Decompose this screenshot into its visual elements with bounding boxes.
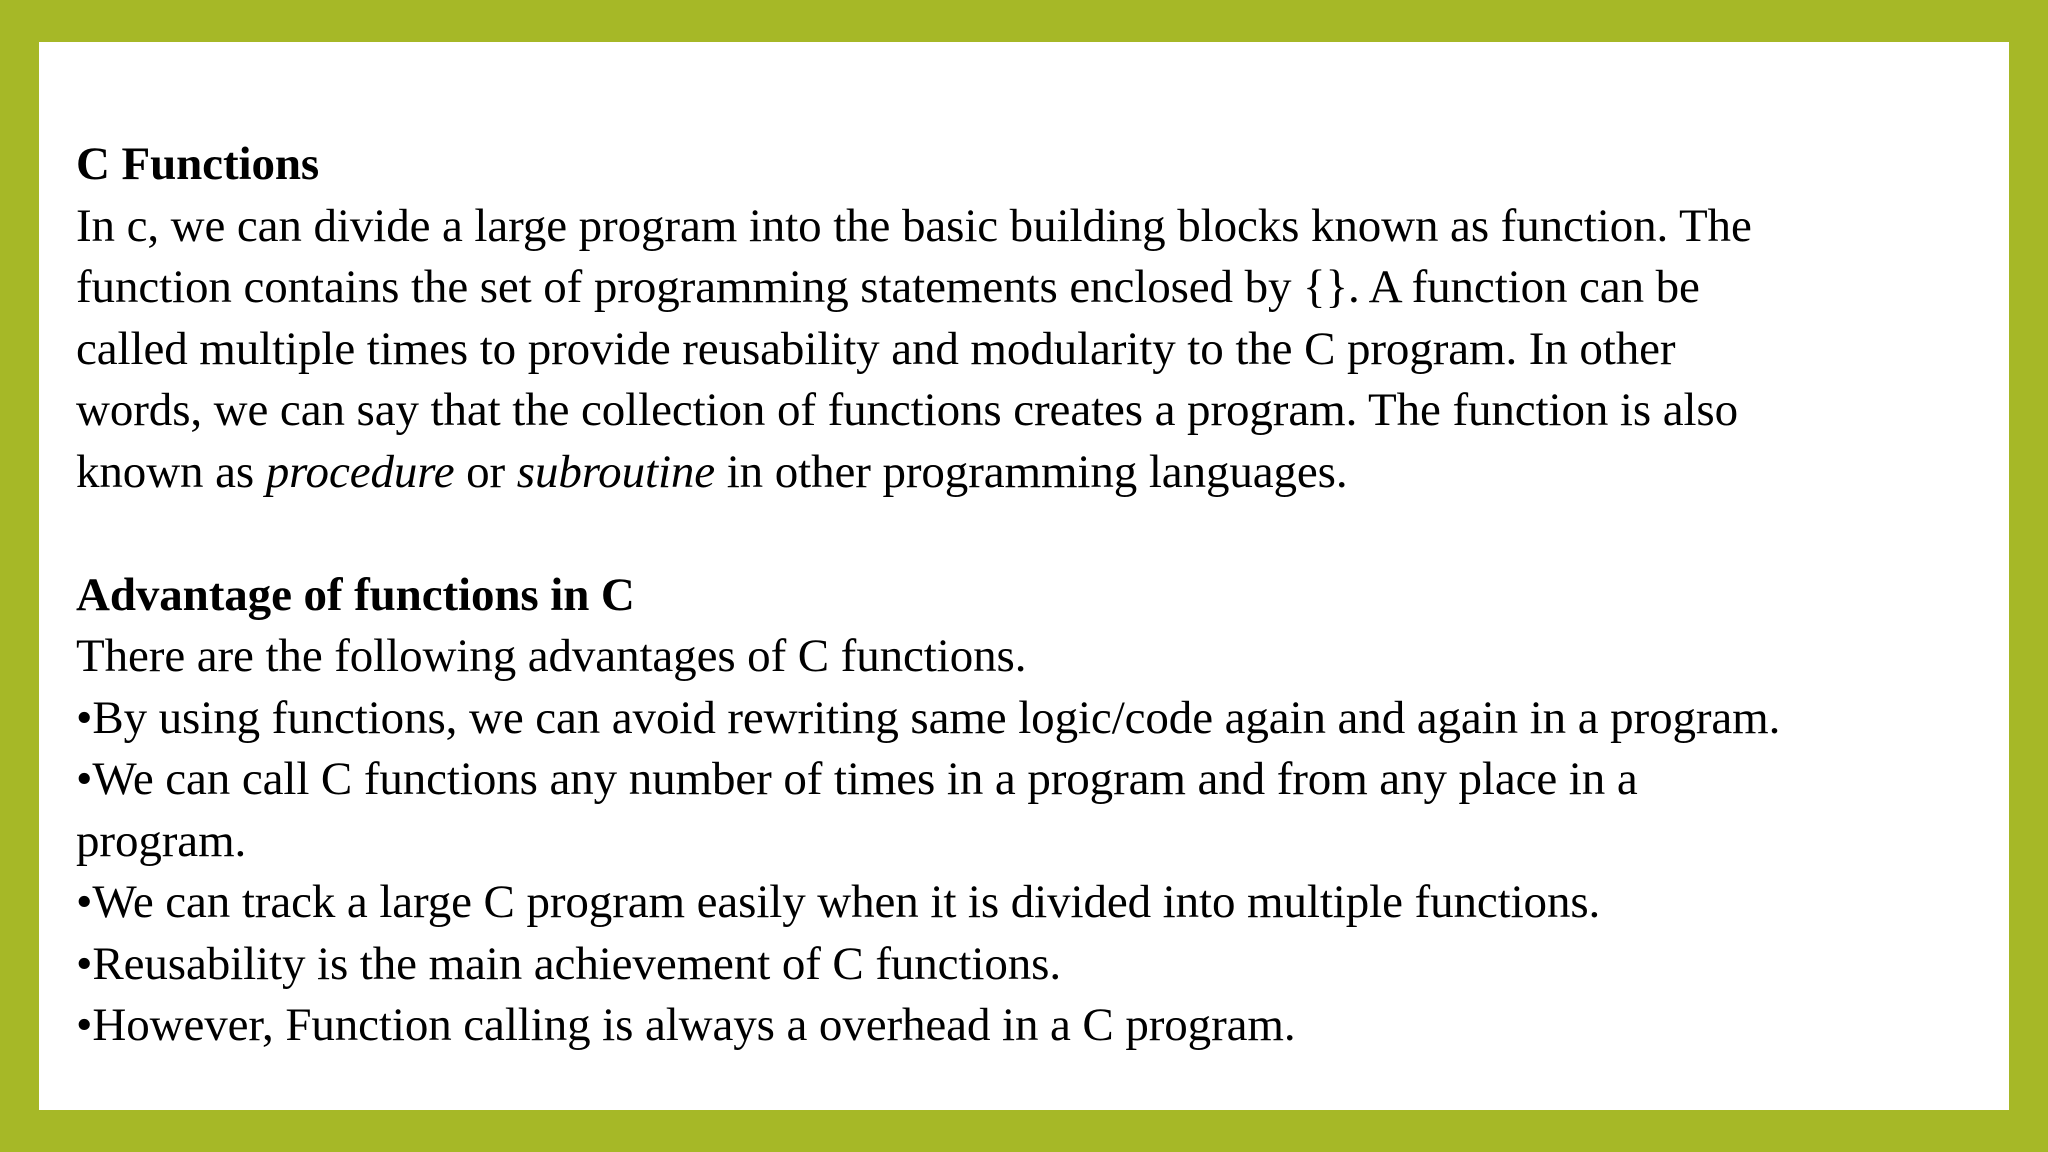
bullet-item: •We can track a large C program easily when it is divided into multiple functions. xyxy=(76,876,1601,928)
paragraph-line-3: called multiple times to provide reusability and modularity to the C program. In other xyxy=(76,322,1676,375)
slide-content xyxy=(76,134,1996,1057)
paragraph-line-5 xyxy=(76,442,1996,504)
term-subroutine: subroutine xyxy=(516,445,716,498)
paragraph-line-4: words, we can say that the collection of functions creates a program. The function is also xyxy=(76,384,1739,436)
paragraph-line-1: In c, we can divide a large program into the basic building blocks known as function. The xyxy=(76,199,1752,252)
paragraph-spacer xyxy=(76,503,1996,565)
text-other-languages: in other programming languages. xyxy=(715,445,1348,498)
paragraph-line-2: function contains the set of programming statements enclosed by {}. A function can be xyxy=(76,261,1700,313)
advantages-intro: There are the following advantages of C functions. xyxy=(76,630,1027,682)
section-heading-advantages: Advantage of functions in C xyxy=(76,568,635,621)
term-procedure: procedure xyxy=(265,445,455,498)
bullet-item: •However, Function calling is always a overhead in a C program. xyxy=(76,999,1296,1051)
bullet-item-continuation: program. xyxy=(76,814,247,867)
text-or: or xyxy=(454,445,517,498)
text-known-as: known as xyxy=(76,445,266,498)
slide-panel xyxy=(39,42,2009,1110)
bullet-item: •We can call C functions any number of times in a program and from any place in a xyxy=(76,753,1638,805)
bullet-item: •Reusability is the main achievement of C functions. xyxy=(76,937,1061,990)
section-heading-c-functions: C Functions xyxy=(76,138,320,190)
bullet-item: •By using functions, we can avoid rewriting same logic/code again and again in a program. xyxy=(76,691,1781,744)
